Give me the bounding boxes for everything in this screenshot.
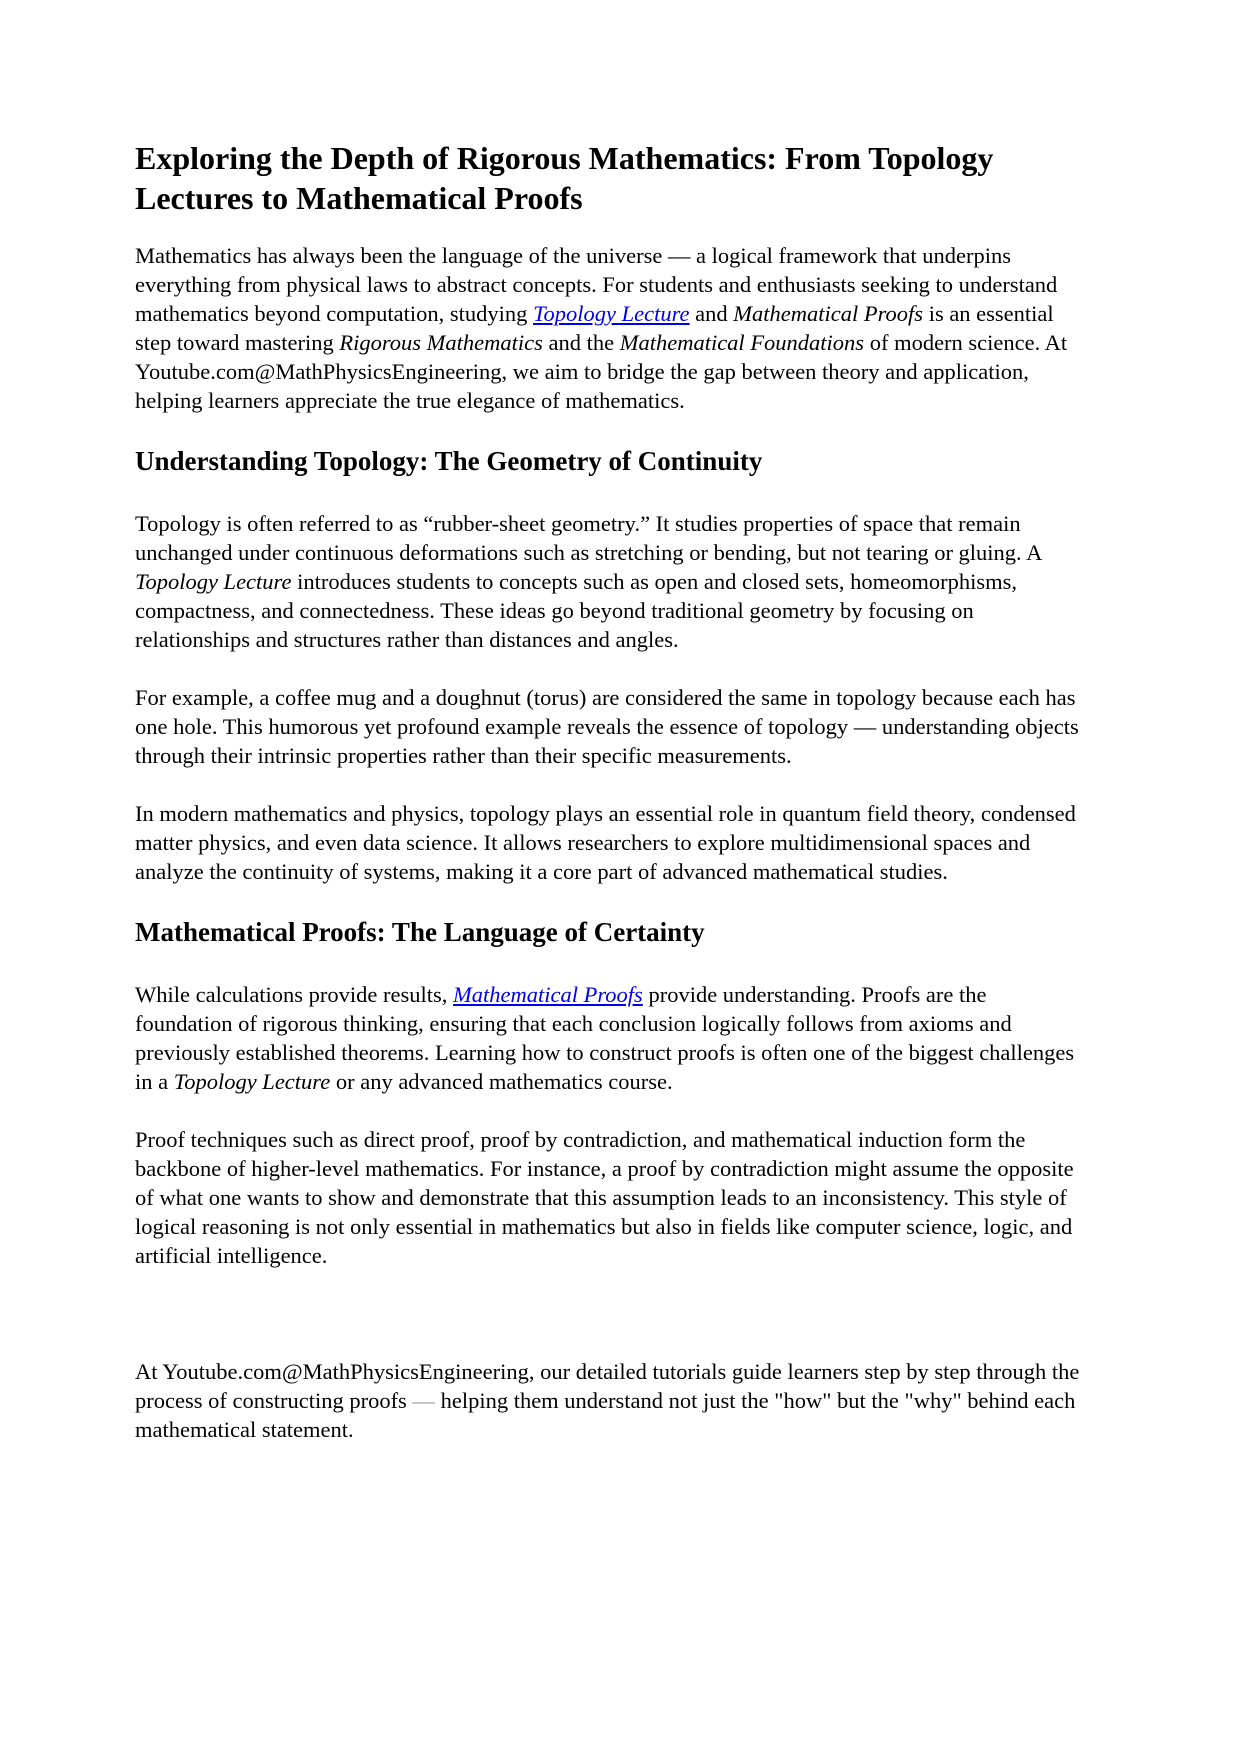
outro-text-1: At Youtube.com@MathPhysicsEngineering, our detailed tutorials guide learners step by step through the process of constructing proofs [135, 1359, 1080, 1413]
paragraph-intro [135, 241, 1086, 415]
proofs-text-2: provide understanding. Proofs are the foundation of rigorous thinking, ensuring that each conclusion logically follows from axioms and previously established theorems. Learning how to construct proofs is often one of the biggest challenges in a [135, 982, 1075, 1094]
intro-text-4: and the [542, 330, 620, 355]
intro-text-1: Mathematics has always been the language of the universe — a logical framework that underpins everything from physical laws to abstract concepts. For students and enthusiasts seeking to understand mathematics beyond computation, studying [135, 243, 1058, 326]
paragraph-proofs-1 [135, 980, 1086, 1096]
intro-text-5: of modern science. At Youtube.com@MathPhysicsEngineering, we aim to bridge the gap between theory and application, helping learners appreciate the true elegance of mathematics. [135, 330, 1068, 413]
mathematical-foundations-emphasis: Mathematical Foundations [619, 330, 865, 355]
topology-lecture-emphasis-2: Topology Lecture [173, 1069, 331, 1094]
topology-text-1: Topology is often referred to as “rubber-sheet geometry.” It studies properties of space that remain unchanged under continuous deformations such as stretching or bending, but not tearing or gluing. A [135, 511, 1042, 565]
proofs-text-3: or any advanced mathematics course. [330, 1069, 673, 1094]
paragraph-topology-3: In modern mathematics and physics, topology plays an essential role in quantum field theory, condensed matter physics, and even data science. It allows researchers to explore multidimensional spaces and analyze the continuity of systems, making it a core part of advanced mathematical studies. [135, 801, 1076, 884]
proofs-text-1: While calculations provide results, [135, 982, 454, 1007]
paragraph-proofs-2: Proof techniques such as direct proof, proof by contradiction, and mathematical induction form the backbone of higher-level mathematics. For instance, a proof by contradiction might assume the opposite of what one wants to show and demonstrate that this assumption leads to an inconsistency. This style of logical reasoning is not only essential in mathematics but also in fields like computer science, logic, and artificial intelligence. [135, 1127, 1074, 1268]
empty-paragraph [135, 1299, 1086, 1328]
outro-text-2: helping them understand not just the "how" but the "why" behind each mathematical statement. [135, 1388, 1076, 1442]
outro-muted-dash: — [412, 1388, 435, 1413]
mathematical-proofs-link[interactable]: Mathematical Proofs [453, 982, 643, 1007]
rigorous-mathematics-emphasis: Rigorous Mathematics [339, 330, 543, 355]
paragraph-topology-1 [135, 509, 1086, 654]
section-heading-proofs: Mathematical Proofs: The Language of Certainty [135, 917, 705, 947]
topology-lecture-link[interactable]: Topology Lecture [533, 301, 690, 326]
section-heading-topology: Understanding Topology: The Geometry of Continuity [135, 446, 763, 476]
topology-lecture-emphasis: Topology Lecture [135, 569, 292, 594]
document-title: Exploring the Depth of Rigorous Mathematics: From Topology Lectures to Mathematical Proofs [135, 140, 994, 216]
paragraph-outro [135, 1357, 1086, 1444]
paragraph-topology-2: For example, a coffee mug and a doughnut (torus) are considered the same in topology because each has one hole. This humorous yet profound example reveals the essence of topology — understanding objects through their intrinsic properties rather than their specific measurements. [135, 685, 1079, 768]
intro-text-3: is an essential step toward mastering [135, 301, 1054, 355]
topology-text-2: introduces students to concepts such as open and closed sets, homeomorphisms, compactness, and connectedness. These ideas go beyond traditional geometry by focusing on relationships and structures rather than distances and angles. [135, 569, 1017, 652]
mathematical-proofs-emphasis: Mathematical Proofs [733, 301, 924, 326]
intro-text-2: and [689, 301, 734, 326]
